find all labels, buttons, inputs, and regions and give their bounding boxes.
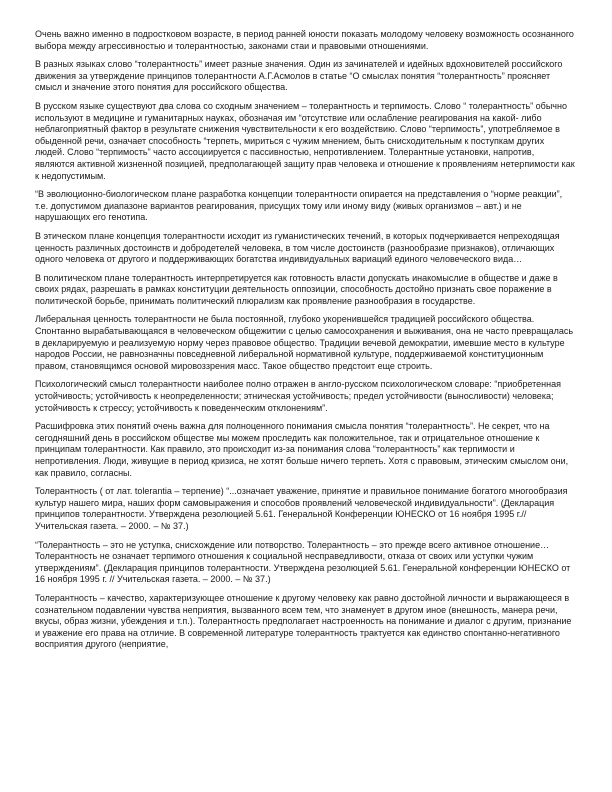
paragraph-4: “В эволюционно-биологическом плане разработка концепции толерантности опирается на представления о “норме реакции”, т.е. допустимом диапазоне вариантов реагирования, присущих тому или иному виду (живых организмов – авт.) и не нарушающих его генотипа.	[35, 189, 563, 223]
paragraph-7: Либеральная ценность толерантности не была постоянной, глубоко укоренившейся традицией российского общества. Спонтанно вырабатывающаяся в человеческом общежитии с целью самосохранения и выживания, она не часто превращалась в декларируемую и реализуемую норму через правовое общество. Традиции вечевой демократии, имевшие место в культуре народов России, не равнозначны повседневной либеральной нормативной культуре, поддерживаемой конституционным правом, становящимся основой мировоззрения масс. Такое общество предстоит еще строить.	[35, 314, 574, 371]
paragraph-1: Очень важно именно в подростковом возрасте, в период ранней юности показать молодому человеку возможность осознанного выбора между агрессивностью и толерантностью, законами стаи и правовыми отношениями.	[35, 29, 574, 51]
paragraph-3: В русском языке существуют два слова со сходным значением – толерантность и терпимость. Слово “ толерантность” обычно используют в медицине и гуманитарных науках, обозначая им “отсутствие или ослабление реагирования на какой- либо неблагоприятный фактор в результате снижения чувствительности к его воздействию. Слово “терпимость”, употребляемое в обыденной речи, означает способность “терпеть, мириться с чужим мнением, быть снисходительным к поступкам других людей. Слово “терпимость” часто ассоциируется с пассивностью, непротивлением. Толерантные установки, напротив, являются активной жизненной позицией, предполагающей защиту прав человека и отношение к проявлениям нетерпимости как к недопустимым.	[35, 100, 575, 181]
paragraph-6: В политическом плане толерантность интерпретируется как готовность власти допускать инакомыслие в обществе и даже в своих рядах, разрешать в рамках конституции деятельность оппозиции, способность достойно признать свое поражение в политической борьбе, принимать политический плюрализм как проявление разнообразия в государстве.	[35, 272, 558, 306]
paragraph-2: В разных языках слово “толерантность” имеет разные значения. Один из зачинателей и идейных вдохновителей российского движения за утверждение принципов толерантности А.Г.Асмолов в статье “О смыслах понятия “толерантность” проясняет смысл и значение этого понятия для российского общества.	[35, 59, 563, 93]
paragraph-9: Расшифровка этих понятий очень важна для полноценного понимания смысла понятия “толерантность”. Не секрет, что на сегодняшний день в российском обществе мы можем проследить как положительное, так и отрицательное отношение к принципам толерантности. Как правило, это происходит из-за понимания слова “толерантность” как терпимости и непротивления. Люди, живущие в период кризиса, не хотят больше ничего терпеть. Хотя с правовым, этическим смыслом они, как правило, согласны.	[35, 421, 569, 478]
paragraph-8: Психологический смысл толерантности наиболее полно отражен в англо-русском психологическом словаре: “приобретенная устойчивость; устойчивость к неопределенности; этническая устойчивость; предел устойчивости (выносливости) человека; устойчивость к стрессу; устойчивость к поведенческим отклонениям”.	[35, 379, 561, 413]
document-body	[35, 29, 575, 658]
paragraph-12: Толерантность – качество, характеризующее отношение к другому человеку как равно достойной личности и выражающееся в сознательном подавлении чувства неприятия, вызванного всем тем, что знаменует в другом иное (внешность, манера речи, вкусы, образ жизни, убеждения и т.п.). Толерантность предполагает настроенность на понимание и диалог с другим, признание и уважение его права на отличие. В современной литературе толерантность трактуется как единство спонтанно-негативного восприятия другого (неприятие,	[35, 592, 572, 650]
paragraph-11: “Толерантность – это не уступка, снисхождение или потворство. Толерантность – это прежде всего активное отношение…Толерантность не означает терпимого отношения к социальной несправедливости, отказа от своих или уступки чужим утверждениям”. (Декларация принципов толерантности. Утверждена резолюцией 5.61. Генеральной конференции ЮНЕСКО от 16 ноября 1995 г. // Учительская газета. – 2000. – № 37.)	[35, 539, 571, 585]
paragraph-5: В этическом плане концепция толерантности исходит из гуманистических течений, в которых подчеркивается непреходящая ценность различных достоинств и добродетелей человека, в том числе достоинств (разнообразие признаков), отличающих одного человека от другого и поддерживающих богатства индивидуальных вариаций единого человеческого вида…	[35, 230, 560, 265]
paragraph-10: Толерантность ( от лат. tolerantia – терпение) “...означает уважение, принятие и правильное понимание богатого многообразия культур нашего мира, наших форм самовыражения и способов проявлений человеческой индивидуальности”. (Декларация принципов толерантности. Утверждена резолюцией 5.61. Генеральной Конференции ЮНЕСКО от 16 ноября 1995 г.// Учительская газета. – 2000. – № 37.)	[35, 486, 568, 531]
